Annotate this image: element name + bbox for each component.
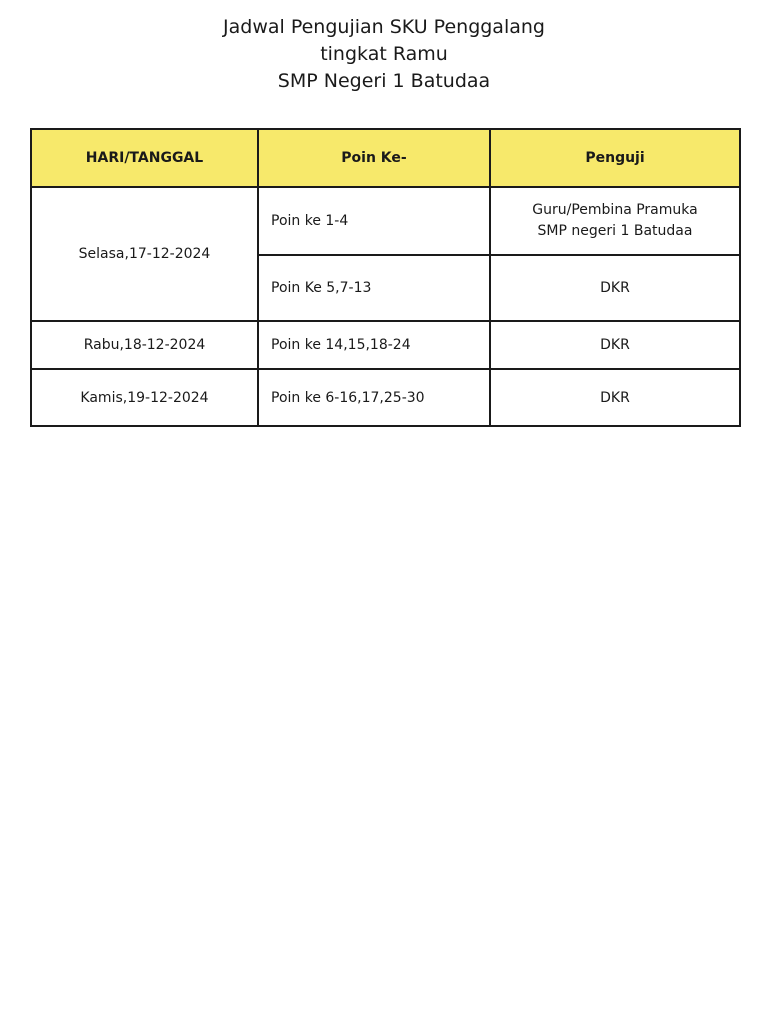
cell-penguji: DKR	[490, 321, 740, 369]
title-line-2: tingkat Ramu	[320, 43, 448, 65]
table-header-row	[31, 129, 740, 187]
title-line-3: SMP Negeri 1 Batudaa	[277, 70, 491, 92]
header-penguji: Penguji	[490, 129, 740, 187]
cell-poin: Poin ke 1-4	[258, 187, 490, 255]
penguji-line-2: SMP negeri 1 Batudaa	[537, 223, 693, 239]
page-title	[0, 14, 768, 95]
title-line-1: Jadwal Pengujian SKU Penggalang	[223, 16, 545, 38]
cell-poin: Poin ke 14,15,18-24	[258, 321, 490, 369]
cell-day: Rabu,18-12-2024	[31, 321, 258, 369]
schedule-table	[30, 128, 741, 427]
cell-poin: Poin Ke 5,7-13	[258, 255, 490, 321]
table-row	[31, 187, 740, 255]
header-hari-tanggal: HARI/TANGGAL	[31, 129, 258, 187]
header-poin: Poin Ke-	[258, 129, 490, 187]
table-row	[31, 321, 740, 369]
cell-day: Selasa,17-12-2024	[31, 187, 258, 321]
cell-poin: Poin ke 6-16,17,25-30	[258, 369, 490, 426]
cell-penguji	[490, 187, 740, 255]
penguji-line-1: Guru/Pembina Pramuka	[532, 202, 698, 218]
table-row	[31, 369, 740, 426]
cell-penguji: DKR	[490, 369, 740, 426]
cell-day: Kamis,19-12-2024	[31, 369, 258, 426]
cell-penguji: DKR	[490, 255, 740, 321]
